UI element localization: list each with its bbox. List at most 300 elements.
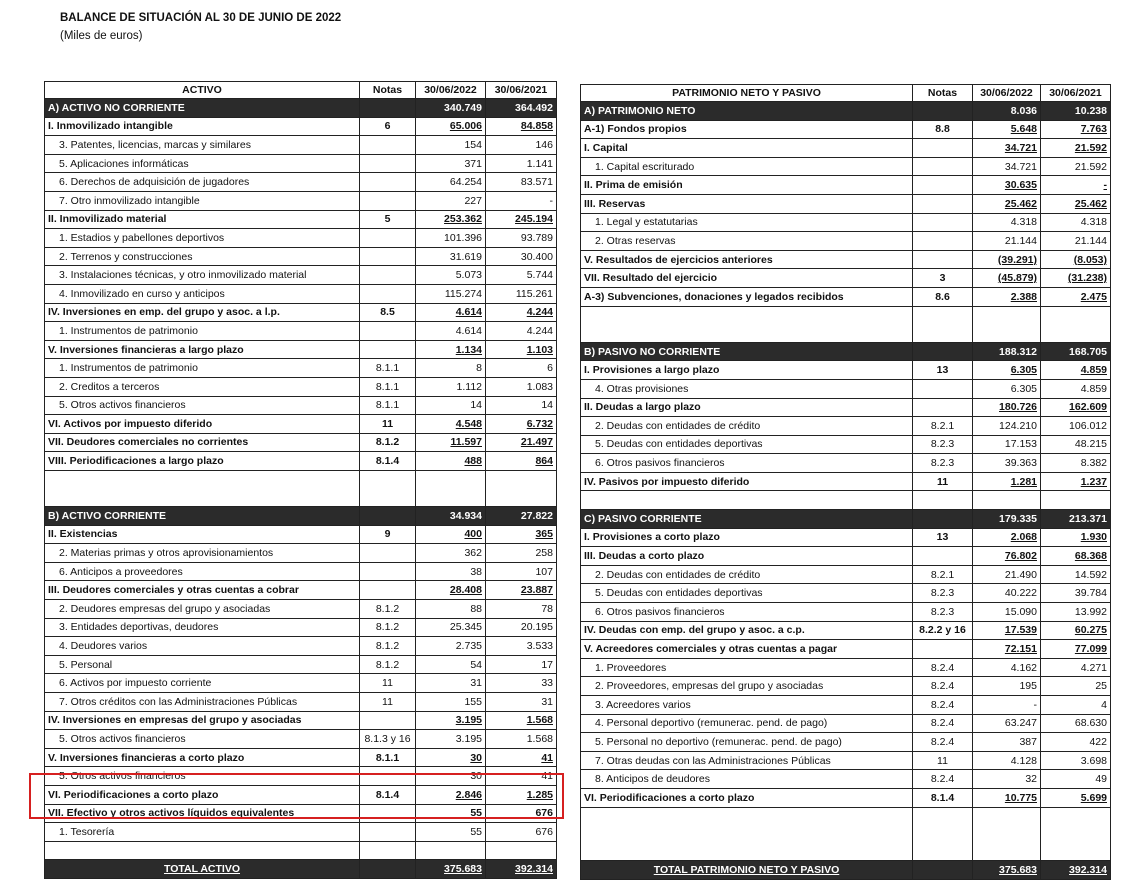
row-notas: [360, 136, 416, 155]
table-row: [581, 528, 1111, 547]
row-label: V. Inversiones financieras a corto plazo: [45, 748, 360, 767]
table-row: [581, 250, 1111, 269]
row-value-2021: 5.699: [1041, 788, 1111, 807]
row-notas: 8.2.1: [913, 565, 973, 584]
row-value-2021: [486, 488, 557, 506]
row-notas: [360, 488, 416, 506]
row-value-2022: 155: [416, 693, 486, 712]
row-label: 1. Legal y estatutarias: [581, 213, 913, 232]
row-value-2022: 400: [416, 525, 486, 544]
row-value-2022: [973, 807, 1041, 825]
row-label: 2. Deudas con entidades de crédito: [581, 417, 913, 436]
row-label: 7. Otras deudas con las Administraciones Públicas: [581, 751, 913, 770]
row-value-2022: 3.195: [416, 730, 486, 749]
row-value-2021: 3.533: [486, 637, 557, 656]
row-notas: 8.2.4: [913, 733, 973, 752]
table-row: [581, 157, 1111, 176]
row-label: [581, 324, 913, 342]
row-value-2021: 20.195: [486, 618, 557, 637]
row-label: [45, 488, 360, 506]
row-value-2022: 180.726: [973, 398, 1041, 417]
table-row: [45, 229, 557, 248]
row-value-2021: [1041, 306, 1111, 324]
row-label: 6. Anticipos a proveedores: [45, 562, 360, 581]
row-value-2021: 25: [1041, 677, 1111, 696]
row-label: V. Acreedores comerciales y otras cuentas a pagar: [581, 640, 913, 659]
row-value-2021: 25.462: [1041, 194, 1111, 213]
row-label: 6. Otros pasivos financieros: [581, 603, 913, 622]
row-notas: 8.5: [360, 303, 416, 322]
row-notas: [913, 157, 973, 176]
row-notas: 8.1.1: [360, 748, 416, 767]
row-label: 6. Derechos de adquisición de jugadores: [45, 173, 360, 192]
row-value-2021: 83.571: [486, 173, 557, 192]
table-row: [581, 733, 1111, 752]
row-notas: [360, 711, 416, 730]
row-notas: 8.2.3: [913, 584, 973, 603]
row-label: A) PATRIMONIO NETO: [581, 102, 913, 121]
row-value-2022: 4.128: [973, 751, 1041, 770]
row-value-2021: 33: [486, 674, 557, 693]
row-label: 2. Proveedores, empresas del grupo y asociadas: [581, 677, 913, 696]
row-label: 4. Personal deportivo (remunerac. pend. de pago): [581, 714, 913, 733]
row-label: [581, 825, 913, 843]
row-value-2022: 2.388: [973, 287, 1041, 306]
column-header-2021: 30/06/2021: [486, 82, 557, 99]
row-notas: 8.1.3 y 16: [360, 730, 416, 749]
row-label: 7. Otros créditos con las Administraciones Públicas: [45, 693, 360, 712]
row-value-2022: 4.614: [416, 322, 486, 341]
table-row: [581, 472, 1111, 491]
table-row: [45, 266, 557, 285]
row-notas: 13: [913, 528, 973, 547]
row-value-2021: 77.099: [1041, 640, 1111, 659]
row-value-2021: 258: [486, 544, 557, 563]
row-notas: 8.1.1: [360, 359, 416, 378]
row-value-2021: 3.698: [1041, 751, 1111, 770]
row-notas: [913, 306, 973, 324]
table-row: [45, 303, 557, 322]
row-notas: 8.2.3: [913, 435, 973, 454]
row-value-2022: [973, 306, 1041, 324]
row-value-2022: 2.068: [973, 528, 1041, 547]
row-notas: 11: [360, 415, 416, 434]
table-row: [581, 287, 1111, 306]
row-value-2022: 2.735: [416, 637, 486, 656]
row-value-2022: 3.195: [416, 711, 486, 730]
activo-table: [44, 81, 557, 879]
row-notas: [913, 250, 973, 269]
row-value-2022: 195: [973, 677, 1041, 696]
column-header-2022: 30/06/2022: [416, 82, 486, 99]
row-value-2021: 78: [486, 600, 557, 619]
row-value-2022: 371: [416, 154, 486, 173]
row-notas: [360, 470, 416, 488]
row-value-2022: 8.036: [973, 102, 1041, 121]
row-notas: 3: [913, 269, 973, 288]
row-value-2022: 8: [416, 359, 486, 378]
row-value-2022: 34.721: [973, 139, 1041, 158]
row-label: VII. Resultado del ejercicio: [581, 269, 913, 288]
page-subtitle: (Miles de euros): [60, 30, 143, 42]
pasivo-table: [580, 84, 1111, 880]
row-value-2022: 6.305: [973, 379, 1041, 398]
row-value-2022: 21.490: [973, 565, 1041, 584]
row-notas: [913, 176, 973, 195]
row-notas: [360, 507, 416, 526]
table-row: [45, 544, 557, 563]
table-row: [581, 454, 1111, 473]
section-row: [581, 102, 1111, 121]
row-notas: 8.8: [913, 120, 973, 139]
row-label: TOTAL PATRIMONIO NETO Y PASIVO: [581, 861, 913, 880]
row-value-2021: 1.237: [1041, 472, 1111, 491]
row-value-2021: 4.318: [1041, 213, 1111, 232]
row-notas: [913, 843, 973, 861]
row-value-2022: 88: [416, 600, 486, 619]
row-label: IV. Pasivos por impuesto diferido: [581, 472, 913, 491]
row-value-2022: 39.363: [973, 454, 1041, 473]
row-value-2021: 30.400: [486, 247, 557, 266]
row-notas: [360, 99, 416, 118]
row-label: 2. Deudas con entidades de crédito: [581, 565, 913, 584]
highlight-box-efectivo: [29, 773, 564, 819]
table-row: [45, 415, 557, 434]
row-value-2022: 21.144: [973, 232, 1041, 251]
table-row: [581, 417, 1111, 436]
row-value-2021: (8.053): [1041, 250, 1111, 269]
table-row: [581, 232, 1111, 251]
row-value-2021: 864: [486, 452, 557, 471]
table-row: [45, 173, 557, 192]
row-value-2022: [973, 843, 1041, 861]
row-label: [45, 470, 360, 488]
table-row: [45, 618, 557, 637]
row-label: 5. Deudas con entidades deportivas: [581, 435, 913, 454]
row-value-2022: 55: [416, 804, 486, 823]
row-label: A-1) Fondos propios: [581, 120, 913, 139]
row-value-2021: 1.568: [486, 730, 557, 749]
row-label: 1. Instrumentos de patrimonio: [45, 322, 360, 341]
row-value-2021: 17: [486, 655, 557, 674]
table-row: [581, 751, 1111, 770]
row-value-2021: 107: [486, 562, 557, 581]
row-value-2022: 115.274: [416, 284, 486, 303]
row-value-2022: 4.318: [973, 213, 1041, 232]
table-row: [581, 677, 1111, 696]
table-row: [581, 770, 1111, 789]
row-label: 5. Personal: [45, 655, 360, 674]
row-value-2021: 4.859: [1041, 361, 1111, 380]
row-value-2021: 676: [486, 823, 557, 842]
row-label: 5. Otros activos financieros: [45, 730, 360, 749]
row-value-2021: 13.992: [1041, 603, 1111, 622]
row-value-2022: (45.879): [973, 269, 1041, 288]
row-notas: [360, 340, 416, 359]
row-value-2021: 31: [486, 693, 557, 712]
row-label: VI. Periodificaciones a corto plazo: [581, 788, 913, 807]
row-notas: [913, 640, 973, 659]
row-value-2022: 38: [416, 562, 486, 581]
row-notas: [913, 324, 973, 342]
row-label: V. Resultados de ejercicios anteriores: [581, 250, 913, 269]
row-notas: [913, 491, 973, 510]
row-value-2022: 11.597: [416, 433, 486, 452]
row-label: B) PASIVO NO CORRIENTE: [581, 342, 913, 361]
row-value-2022: 34.721: [973, 157, 1041, 176]
row-notas: 9: [360, 525, 416, 544]
row-value-2022: 55: [416, 823, 486, 842]
row-label: 5. Deudas con entidades deportivas: [581, 584, 913, 603]
table-row: [581, 120, 1111, 139]
row-label: 5. Personal no deportivo (remunerac. pend. de pago): [581, 733, 913, 752]
row-value-2022: 63.247: [973, 714, 1041, 733]
row-value-2021: 5.744: [486, 266, 557, 285]
row-label: 1. Capital escriturado: [581, 157, 913, 176]
table-row: [45, 154, 557, 173]
table-row: [45, 674, 557, 693]
row-value-2021: 21.144: [1041, 232, 1111, 251]
row-notas: [913, 232, 973, 251]
table-row: [581, 714, 1111, 733]
row-value-2021: 146: [486, 136, 557, 155]
table-row: [581, 621, 1111, 640]
table-row: [45, 525, 557, 544]
row-value-2022: 25.462: [973, 194, 1041, 213]
column-header-notas: Notas: [913, 85, 973, 102]
row-value-2021: 41: [486, 767, 557, 786]
row-notas: [913, 398, 973, 417]
row-value-2021: 4: [1041, 696, 1111, 715]
row-value-2022: 54: [416, 655, 486, 674]
row-value-2021: 60.275: [1041, 621, 1111, 640]
row-value-2021: 48.215: [1041, 435, 1111, 454]
row-value-2021: [1041, 491, 1111, 510]
row-label: 4. Deudores varios: [45, 637, 360, 656]
table-row: [45, 247, 557, 266]
row-value-2022: 30: [416, 748, 486, 767]
row-value-2021: 8.382: [1041, 454, 1111, 473]
row-notas: [913, 379, 973, 398]
row-label: [581, 807, 913, 825]
row-value-2022: 340.749: [416, 99, 486, 118]
row-value-2022: 17.153: [973, 435, 1041, 454]
table-row: [45, 210, 557, 229]
row-value-2022: 17.539: [973, 621, 1041, 640]
table-row: [45, 637, 557, 656]
row-value-2021: 1.930: [1041, 528, 1111, 547]
row-notas: [913, 102, 973, 121]
spacer-row: [45, 488, 557, 506]
row-label: 3. Acreedores varios: [581, 696, 913, 715]
row-label: [581, 491, 913, 510]
row-value-2021: 1.285: [486, 785, 557, 804]
row-notas: [360, 823, 416, 842]
row-value-2022: 64.254: [416, 173, 486, 192]
row-value-2021: 68.368: [1041, 547, 1111, 566]
row-value-2021: 392.314: [1041, 861, 1111, 880]
row-label: IV. Inversiones en empresas del grupo y asociadas: [45, 711, 360, 730]
table-row: [581, 640, 1111, 659]
row-value-2022: 34.934: [416, 507, 486, 526]
row-value-2021: 41: [486, 748, 557, 767]
row-value-2022: 227: [416, 191, 486, 210]
row-label: II. Inmovilizado material: [45, 210, 360, 229]
spacer-row: [581, 491, 1111, 510]
row-value-2021: [486, 841, 557, 860]
table-row: [45, 730, 557, 749]
row-notas: 8.1.2: [360, 637, 416, 656]
section-row: [581, 510, 1111, 529]
row-label: [45, 841, 360, 860]
row-value-2021: 4.244: [486, 322, 557, 341]
row-value-2022: [973, 825, 1041, 843]
row-value-2022: 15.090: [973, 603, 1041, 622]
table-row: [45, 433, 557, 452]
row-value-2021: -: [486, 191, 557, 210]
table-row: [581, 658, 1111, 677]
row-value-2021: 14: [486, 396, 557, 415]
row-value-2021: 84.858: [486, 117, 557, 136]
column-header-2021: 30/06/2021: [1041, 85, 1111, 102]
table-row: [45, 581, 557, 600]
row-value-2021: 422: [1041, 733, 1111, 752]
row-value-2021: 115.261: [486, 284, 557, 303]
row-value-2022: [973, 324, 1041, 342]
row-value-2022: 14: [416, 396, 486, 415]
row-value-2021: 4.859: [1041, 379, 1111, 398]
row-value-2021: 1.141: [486, 154, 557, 173]
row-value-2022: 488: [416, 452, 486, 471]
row-value-2021: 6: [486, 359, 557, 378]
row-value-2022: 1.134: [416, 340, 486, 359]
spacer-row: [581, 825, 1111, 843]
column-header-concepto: ACTIVO: [45, 82, 360, 99]
row-value-2021: 365: [486, 525, 557, 544]
row-value-2022: 6.305: [973, 361, 1041, 380]
row-label: IV. Inversiones en emp. del grupo y asoc. a l.p.: [45, 303, 360, 322]
row-value-2022: 30.635: [973, 176, 1041, 195]
row-value-2021: [1041, 324, 1111, 342]
table-row: [581, 547, 1111, 566]
row-label: 6. Activos por impuesto corriente: [45, 674, 360, 693]
row-label: I. Capital: [581, 139, 913, 158]
row-notas: [360, 841, 416, 860]
row-value-2022: 362: [416, 544, 486, 563]
row-label: 5. Aplicaciones informáticas: [45, 154, 360, 173]
row-notas: 8.2.2 y 16: [913, 621, 973, 640]
table-row: [45, 340, 557, 359]
row-label: VI. Periodificaciones a corto plazo: [45, 785, 360, 804]
row-label: 3. Entidades deportivas, deudores: [45, 618, 360, 637]
row-notas: [913, 342, 973, 361]
row-label: A) ACTIVO NO CORRIENTE: [45, 99, 360, 118]
row-label: 4. Inmovilizado en curso y anticipos: [45, 284, 360, 303]
row-value-2022: [973, 491, 1041, 510]
column-header-concepto: PATRIMONIO NETO Y PASIVO: [581, 85, 913, 102]
table-row: [581, 398, 1111, 417]
row-value-2022: 375.683: [973, 861, 1041, 880]
row-value-2021: 364.492: [486, 99, 557, 118]
row-value-2021: (31.238): [1041, 269, 1111, 288]
row-value-2022: 31.619: [416, 247, 486, 266]
row-value-2022: [416, 488, 486, 506]
row-value-2021: 21.497: [486, 433, 557, 452]
row-notas: [913, 861, 973, 880]
table-row: [581, 603, 1111, 622]
table-row: [581, 269, 1111, 288]
row-value-2022: 40.222: [973, 584, 1041, 603]
table-row: [581, 435, 1111, 454]
row-value-2022: 25.345: [416, 618, 486, 637]
row-label: 7. Otro inmovilizado intangible: [45, 191, 360, 210]
row-value-2022: 5.073: [416, 266, 486, 285]
row-value-2022: 2.846: [416, 785, 486, 804]
table-row: [581, 788, 1111, 807]
row-value-2022: 30: [416, 767, 486, 786]
row-notas: [360, 562, 416, 581]
row-label: I. Provisiones a largo plazo: [581, 361, 913, 380]
row-value-2021: 162.609: [1041, 398, 1111, 417]
row-value-2022: 4.162: [973, 658, 1041, 677]
pasivo-header-row: [581, 85, 1111, 102]
row-notas: 8.1.1: [360, 396, 416, 415]
row-value-2021: 106.012: [1041, 417, 1111, 436]
row-value-2021: [1041, 807, 1111, 825]
section-row: [45, 99, 557, 118]
table-row: [581, 584, 1111, 603]
row-notas: [360, 266, 416, 285]
spacer-row: [581, 324, 1111, 342]
row-value-2022: 32: [973, 770, 1041, 789]
row-label: 2. Otras reservas: [581, 232, 913, 251]
row-notas: [360, 247, 416, 266]
row-value-2021: 68.630: [1041, 714, 1111, 733]
row-value-2022: 28.408: [416, 581, 486, 600]
row-label: TOTAL ACTIVO: [45, 860, 360, 879]
row-value-2022: 1.281: [973, 472, 1041, 491]
row-notas: 8.2.4: [913, 658, 973, 677]
row-value-2021: 6.732: [486, 415, 557, 434]
section-row: [581, 342, 1111, 361]
row-value-2021: [486, 470, 557, 488]
row-label: VII. Deudores comerciales no corrientes: [45, 433, 360, 452]
row-label: [581, 306, 913, 324]
row-notas: 8.1.4: [360, 785, 416, 804]
activo-header-row: [45, 82, 557, 99]
section-row: [45, 507, 557, 526]
row-notas: [913, 194, 973, 213]
table-row: [45, 562, 557, 581]
row-label: C) PASIVO CORRIENTE: [581, 510, 913, 529]
row-value-2022: 31: [416, 674, 486, 693]
row-label: 5. Otros activos financieros: [45, 767, 360, 786]
row-value-2021: 168.705: [1041, 342, 1111, 361]
spacer-row: [581, 843, 1111, 861]
row-value-2021: 93.789: [486, 229, 557, 248]
table-row: [581, 194, 1111, 213]
table-row: [45, 711, 557, 730]
table-row: [45, 396, 557, 415]
row-notas: [360, 229, 416, 248]
row-value-2022: 375.683: [416, 860, 486, 879]
row-notas: 11: [913, 751, 973, 770]
row-value-2022: 154: [416, 136, 486, 155]
table-row: [581, 379, 1111, 398]
spacer-row: [45, 841, 557, 860]
row-notas: [360, 154, 416, 173]
row-notas: 8.2.4: [913, 714, 973, 733]
